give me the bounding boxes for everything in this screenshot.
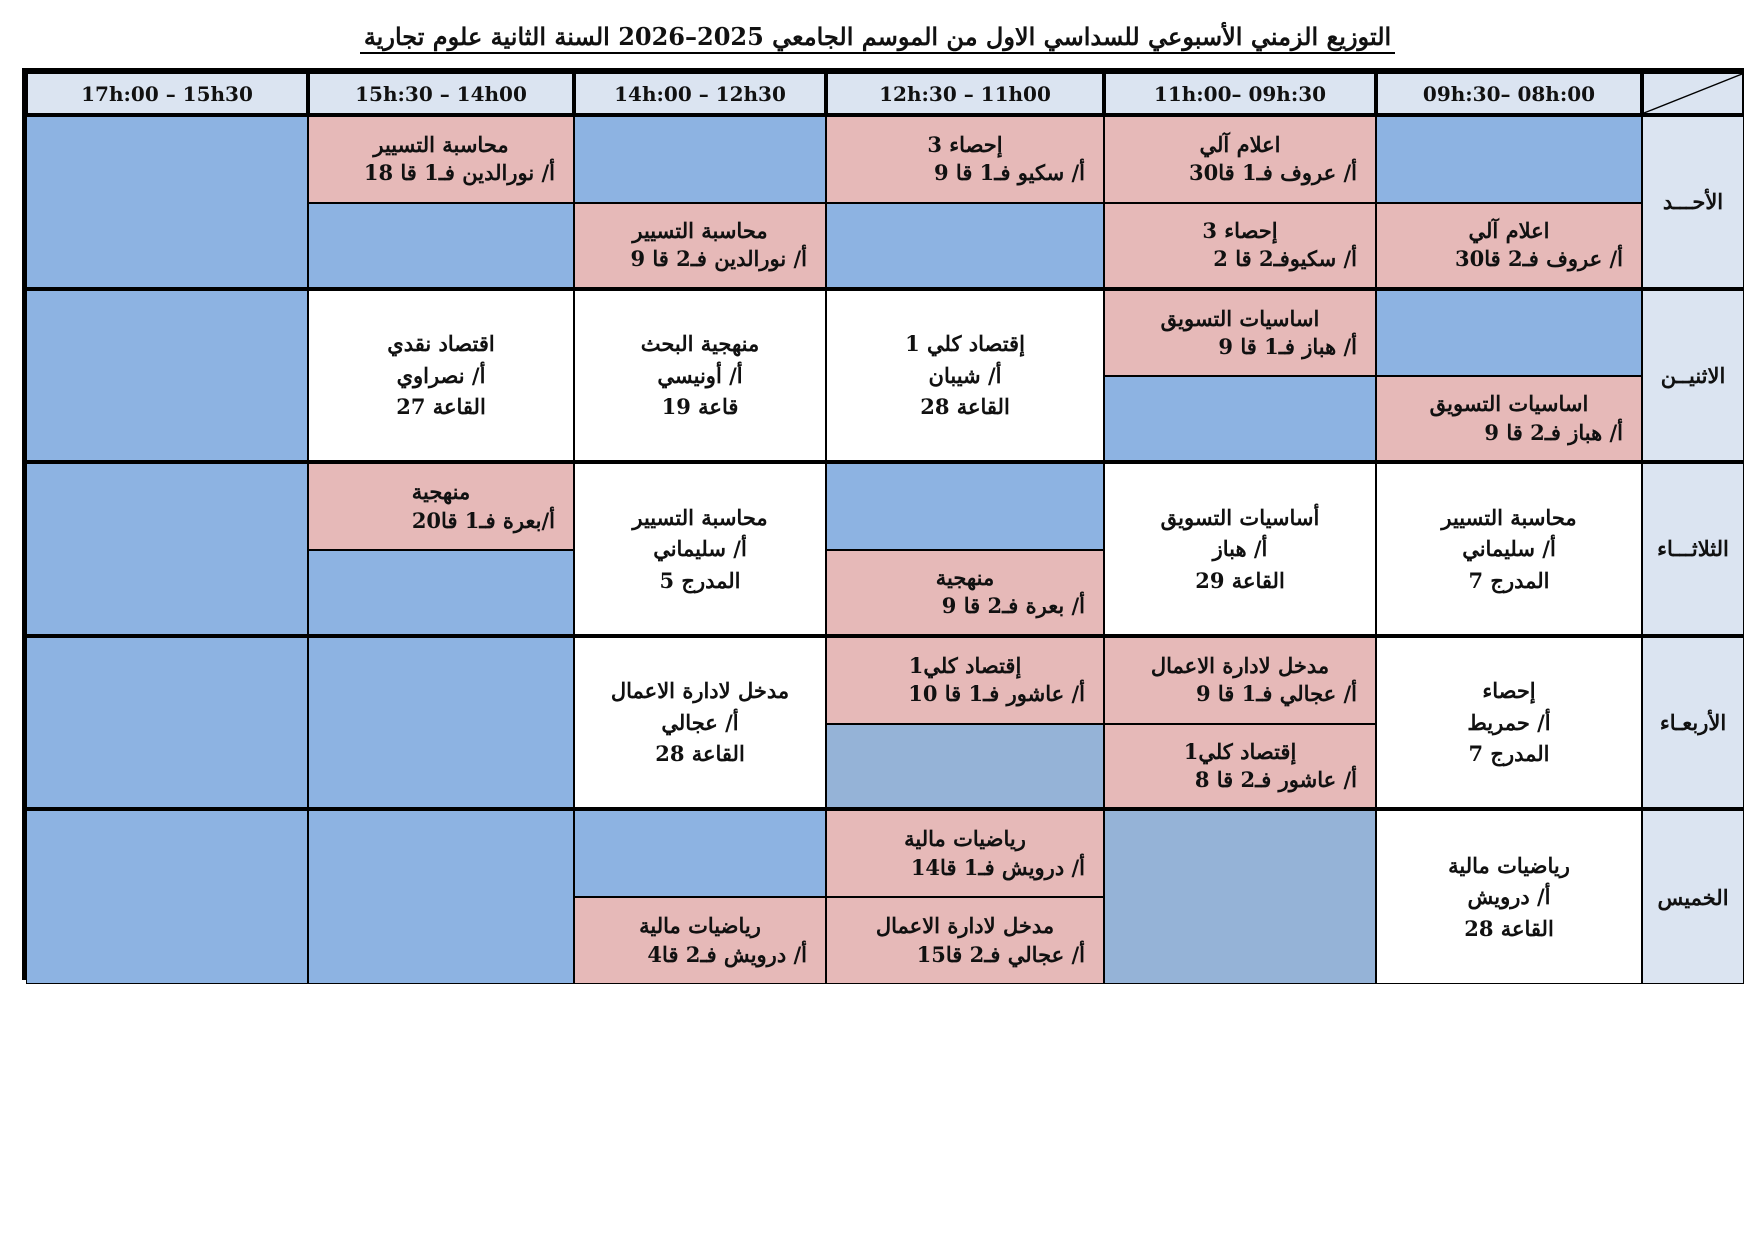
session-details: أ/ عجالي فـ2 قا15 bbox=[916, 941, 1085, 967]
teacher-name: أ/ نصراوي bbox=[396, 362, 486, 388]
session-details: أ/ درويش فـ1 قا14 bbox=[910, 854, 1085, 880]
lecture-cell bbox=[574, 290, 826, 464]
empty-cell bbox=[26, 637, 308, 811]
room-name: القاعة 28 bbox=[1464, 915, 1554, 941]
session-details: أ/بعرة فـ1 قا20 bbox=[411, 507, 555, 533]
session-cell bbox=[826, 810, 1104, 897]
course-name: مدخل لادارة الاعمال bbox=[875, 913, 1055, 939]
session-details: أ/ نورالدين فـ1 قا 18 bbox=[363, 160, 555, 186]
session-details: أ/ عاشور فـ2 قا 8 bbox=[1194, 766, 1357, 792]
course-name: محاسبة التسيير bbox=[632, 217, 768, 243]
session-cell bbox=[1104, 203, 1376, 290]
empty-cell bbox=[574, 810, 826, 897]
empty-cell bbox=[826, 463, 1104, 550]
header-slot-5: 15h:30 – 14h00 bbox=[308, 72, 574, 116]
session-cell bbox=[1104, 116, 1376, 203]
course-name: مدخل لادارة الاعمال bbox=[610, 678, 790, 704]
header-slot-6: 17h:00 – 15h30 bbox=[26, 72, 308, 116]
header-slot-2: 11h:00– 09h:30 bbox=[1104, 72, 1376, 116]
empty-cell bbox=[26, 116, 308, 290]
course-name: محاسبة التسيير bbox=[1441, 504, 1577, 530]
empty-cell bbox=[1376, 116, 1642, 203]
session-details: أ/ عروف فـ1 قا30 bbox=[1189, 160, 1357, 186]
session-cell bbox=[574, 203, 826, 290]
teacher-name: أ/ درويش bbox=[1467, 884, 1551, 910]
session-details: أ/ بعرة فـ2 قا 9 bbox=[941, 593, 1085, 619]
teacher-name: أ/ هباز bbox=[1212, 536, 1268, 562]
session-details: أ/ درويش فـ2 قا4 bbox=[647, 941, 807, 967]
room-name: القاعة 28 bbox=[655, 741, 745, 767]
course-name: محاسبة التسيير bbox=[632, 504, 768, 530]
course-name: منهجية البحث bbox=[640, 331, 760, 357]
course-name: إقتصاد كلي1 bbox=[908, 652, 1022, 678]
teacher-name: أ/ سليماني bbox=[653, 536, 747, 562]
timetable bbox=[22, 68, 1744, 980]
empty-cell bbox=[1104, 810, 1376, 984]
lecture-cell bbox=[1104, 463, 1376, 637]
corner-cell bbox=[1642, 72, 1744, 116]
day-monday: الاثنيــن bbox=[1642, 290, 1744, 464]
session-details: أ/ سكيوفـ2 قا 2 bbox=[1213, 246, 1357, 272]
room-name: قاعة 19 bbox=[661, 394, 739, 420]
teacher-name: أ/ شيبان bbox=[928, 362, 1002, 388]
session-cell bbox=[826, 897, 1104, 984]
room-name: المدرج 7 bbox=[1468, 741, 1550, 767]
room-name: القاعة 28 bbox=[920, 394, 1010, 420]
diagonal-line bbox=[1644, 74, 1742, 113]
empty-cell bbox=[308, 810, 574, 984]
room-name: المدرج 5 bbox=[659, 567, 741, 593]
empty-cell bbox=[26, 810, 308, 984]
course-name: منهجية bbox=[935, 565, 995, 591]
empty-cell bbox=[826, 203, 1104, 290]
course-name: اعلام آلي bbox=[1468, 217, 1550, 243]
course-name: إحصاء bbox=[1482, 678, 1536, 704]
header-slot-3: 12h:30 – 11h00 bbox=[826, 72, 1104, 116]
empty-cell bbox=[308, 637, 574, 811]
session-cell bbox=[308, 116, 574, 203]
teacher-name: أ/ عجالي bbox=[661, 709, 739, 735]
day-tuesday: الثلاثـــاء bbox=[1642, 463, 1744, 637]
session-details: أ/ نورالدين فـ2 قا 9 bbox=[630, 246, 807, 272]
course-name: إقتصاد كلي1 bbox=[1183, 738, 1297, 764]
empty-cell bbox=[826, 724, 1104, 811]
course-name: محاسبة التسيير bbox=[373, 132, 509, 158]
room-name: المدرج 7 bbox=[1468, 567, 1550, 593]
lecture-cell bbox=[574, 637, 826, 811]
course-name: منهجية bbox=[411, 479, 471, 505]
header-slot-1: 09h:30– 08h:00 bbox=[1376, 72, 1642, 116]
page-title: التوزيع الزمني الأسبوعي للسداسي الاول من الموسم الجامعي 2025–2026 السنة الثانية علوم تجارية bbox=[0, 22, 1755, 51]
course-name: اساسيات التسويق bbox=[1160, 305, 1320, 331]
day-sunday: الأحـــد bbox=[1642, 116, 1744, 290]
course-name: إحصاء 3 bbox=[1202, 217, 1278, 243]
course-name: اعلام آلي bbox=[1199, 132, 1281, 158]
session-cell bbox=[574, 897, 826, 984]
course-name: أساسيات التسويق bbox=[1160, 504, 1320, 530]
lecture-cell bbox=[308, 290, 574, 464]
session-cell bbox=[826, 637, 1104, 724]
course-name: إقتصاد كلي 1 bbox=[905, 331, 1025, 357]
session-cell bbox=[1376, 376, 1642, 463]
course-name: اساسيات التسويق bbox=[1429, 391, 1589, 417]
lecture-cell bbox=[1376, 463, 1642, 637]
session-cell bbox=[826, 550, 1104, 637]
empty-cell bbox=[574, 116, 826, 203]
session-details: أ/ عروف فـ2 قا30 bbox=[1455, 246, 1623, 272]
session-cell bbox=[1104, 290, 1376, 377]
session-cell bbox=[1104, 724, 1376, 811]
empty-cell bbox=[308, 203, 574, 290]
lecture-cell bbox=[826, 290, 1104, 464]
lecture-cell bbox=[1376, 810, 1642, 984]
course-name: رياضيات مالية bbox=[1448, 852, 1570, 878]
session-cell bbox=[1376, 203, 1642, 290]
session-details: أ/ عجالي فـ1 قا 9 bbox=[1195, 681, 1357, 707]
session-details: أ/ سكيو فـ1 قا 9 bbox=[933, 160, 1085, 186]
day-wednesday: الأربعـاء bbox=[1642, 637, 1744, 811]
session-cell bbox=[308, 463, 574, 550]
day-thursday: الخميس bbox=[1642, 810, 1744, 984]
course-name: رياضيات مالية bbox=[639, 913, 761, 939]
session-cell bbox=[1104, 637, 1376, 724]
room-name: القاعة 27 bbox=[396, 394, 486, 420]
header-slot-4: 14h:00 – 12h30 bbox=[574, 72, 826, 116]
teacher-name: أ/ سليماني bbox=[1462, 536, 1556, 562]
course-name: اقتصاد نقدي bbox=[387, 331, 495, 357]
empty-cell bbox=[1376, 290, 1642, 377]
session-cell bbox=[826, 116, 1104, 203]
session-details: أ/ عاشور فـ1 قا 10 bbox=[908, 681, 1085, 707]
lecture-cell bbox=[574, 463, 826, 637]
course-name: رياضيات مالية bbox=[904, 826, 1026, 852]
session-details: أ/ هباز فـ1 قا 9 bbox=[1218, 333, 1357, 359]
teacher-name: أ/ أونيسي bbox=[657, 362, 743, 388]
empty-cell bbox=[26, 290, 308, 464]
room-name: القاعة 29 bbox=[1195, 567, 1285, 593]
empty-cell bbox=[308, 550, 574, 637]
empty-cell bbox=[26, 463, 308, 637]
course-name: إحصاء 3 bbox=[927, 132, 1003, 158]
session-details: أ/ هباز فـ2 قا 9 bbox=[1484, 419, 1623, 445]
empty-cell bbox=[1104, 376, 1376, 463]
teacher-name: أ/ حمريط bbox=[1467, 709, 1551, 735]
lecture-cell bbox=[1376, 637, 1642, 811]
course-name: مدخل لادارة الاعمال bbox=[1150, 652, 1330, 678]
